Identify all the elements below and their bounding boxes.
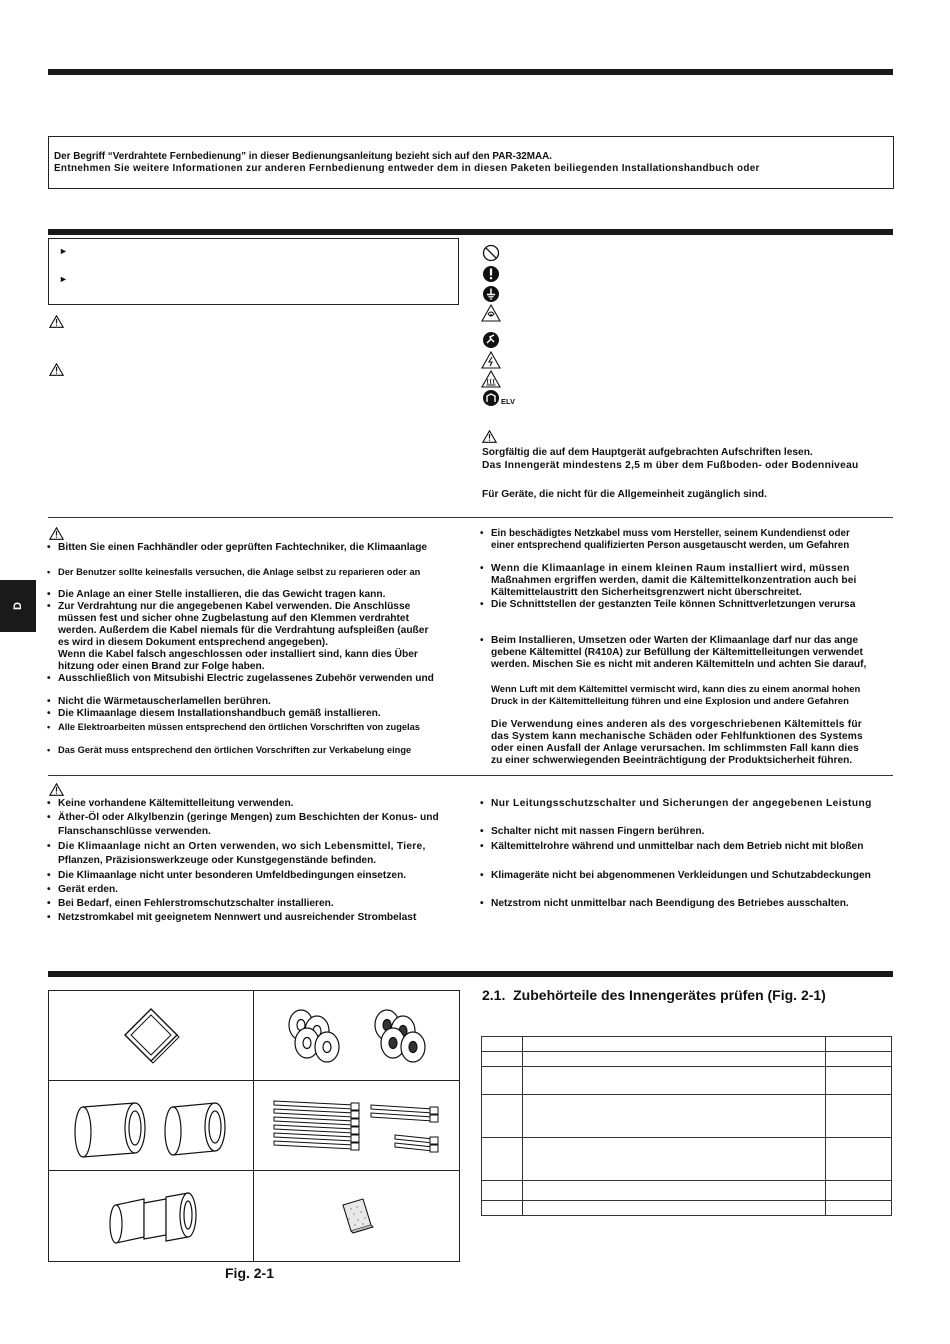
warning-item: • Bitten Sie einen Fachhändler oder geprüften Fachtechniker, die Klimaanlage [47,542,428,553]
caution-item-cont: Pflanzen, Präzisionswerkzeuge oder Kunstgegenstände befinden. [58,855,377,866]
pipe-cover-drawing [69,1095,244,1161]
table-cell [482,1052,523,1067]
elv-label: ELV [501,397,516,406]
accessory-figure [48,990,460,1262]
table-cell [826,1201,892,1216]
section-1-heading-rule [48,69,893,75]
warning-item-cont: Wenn die Kabel falsch angeschlossen oder installiert sind, kann dies Über [58,649,418,660]
warning-item-cont: werden. Außerdem die Kabel niemals für die Verdrahtung aufspleißen (außer [58,625,429,636]
caution-item: • Gerät erden. [47,884,119,895]
warning-triangle-icon [49,315,64,328]
warning-item: • Nicht die Wärmetauscherlamellen berühren. [47,696,271,707]
caution-section-triangle-icon [49,783,64,796]
warning-section-separator [48,517,893,518]
warning-item: • Die Klimaanlage diesem Installationshandbuch gemäß installieren. [47,708,381,719]
intro-line-2: Entnehmen Sie weitere Informationen zur anderen Fernbedienung entweder dem in diesen Paketen beiliegenden Installationshandbuch oder [54,163,760,174]
ground-icon [482,285,500,303]
right-top-line-1: Sorgfältig die auf dem Hauptgerät aufgebrachten Aufschriften lesen. [482,447,813,458]
caution-item: • Netzstromkabel mit geeignetem Nennwert und ausreichender Strombelast [47,912,417,923]
table-cell [482,1037,523,1052]
table-cell [482,1138,523,1181]
table-row [482,1201,892,1216]
table-cell [482,1067,523,1095]
side-tab [0,580,36,632]
table-cell [523,1201,826,1216]
caution-item-cont: Flanschanschlüsse verwenden. [58,826,211,837]
right-top-line-2: Das Innengerät mindestens 2,5 m über dem Fußboden- oder Bodenniveau [482,460,859,471]
side-tab-label: D [11,602,24,610]
warning-item: • Der Benutzer sollte keinesfalls versuchen, die Anlage selbst zu reparieren oder an [47,567,421,577]
table-row [482,1138,892,1181]
warning-note: oder einen Ausfall der Anlage verursachen. Im schlimmsten Fall kann dies [491,743,859,754]
warning-item: • Ausschließlich von Mitsubishi Electric zugelassenes Zubehör verwenden und [47,673,434,684]
warning-note: das System kann mechanische Schäden oder Fehlfunktionen des Systems [491,731,863,742]
warning-item-cont: es wird in diesem Dokument entsprechend angegeben). [58,637,329,648]
right-top-line-3: Für Geräte, die nicht für die Allgemeinheit zugänglich sind. [482,489,767,500]
hot-surface-warning-icon [481,370,501,388]
warning-item: • Die Schnittstellen der gestanzten Teile können Schnittverletzungen verursa [480,599,856,610]
table-cell [826,1052,892,1067]
table-row [482,1037,892,1052]
safety-notice-box [48,238,459,305]
table-row [482,1052,892,1067]
warning-item-cont: einer entsprechend qualifizierten Person ausgetauscht werden, um Gefahren [491,540,850,551]
warning-item-cont: müssen fest und sicher ohne Zugbelastung auf den Klemmen verdrahtet [58,613,409,624]
warning-item: • Ein beschädigtes Netzkabel muss vom Hersteller, seinem Kundendienst oder [480,528,850,539]
warning-item: • Das Gerät muss entsprechend den örtlichen Vorschriften zur Verkabelung einge [47,745,412,755]
table-cell [523,1067,826,1095]
warning-item-cont: werden. Mischen Sie es nicht mit anderen Kältemitteln und achten Sie darauf, [491,659,867,670]
intro-line-1: Der Begriff “Verdrahtete Fernbedienung” in dieser Bedienungsanleitung bezieht sich auf den PAR-32MAA. [54,151,553,162]
table-cell [523,1138,826,1181]
warning-note: Druck in der Kältemittelleitung führen und eine Explosion und andere Gefahren [491,696,849,707]
caution-triangle-icon [49,363,64,376]
notice-arrow-2: ► [59,274,68,284]
warning-note: Die Verwendung eines anderen als des vorgeschriebenen Kältemittels für [491,719,862,730]
table-cell [482,1095,523,1138]
warning-item-cont: Maßnahmen ergriffen werden, damit die Kältemittelkonzentration auch bei [491,575,857,586]
caution-item: • Bei Bedarf, einen Fehlerstromschutzschalter installieren. [47,898,334,909]
table-cell [826,1067,892,1095]
table-cell [826,1138,892,1181]
table-row [482,1095,892,1138]
table-cell [826,1037,892,1052]
warning-item: • Die Anlage an einer Stelle installieren, die das Gewicht tragen kann. [47,589,386,600]
electric-shock-warning-icon [481,351,501,369]
table-cell [523,1181,826,1201]
warning-item-cont: gebene Kältemittel (R410A) zur Befüllung der Kältemittelleitungen verwendet [491,647,863,658]
warning-item-cont: hitzung oder einen Brand zur Folge haben. [58,661,265,672]
section-2-1-heading: 2.1. Zubehörteile des Innengerätes prüfen (Fig. 2-1) [482,987,826,1003]
warning-item: • Beim Installieren, Umsetzen oder Warten der Klimaanlage darf nur das ange [480,635,859,646]
warning-item: • Alle Elektroarbeiten müssen entsprechend den örtlichen Vorschriften von zugelas [47,722,420,732]
warning-note: zu einer schwerwiegenden Beeinträchtigung der Produktsicherheit führen. [491,755,853,766]
filter-sponge-drawing [339,1197,375,1235]
warning-item: • Wenn die Klimaanlage in einem kleinen Raum installiert wird, müssen [480,563,850,574]
accessory-table [481,1036,892,1216]
table-cell [523,1095,826,1138]
caution-section-separator [48,775,893,776]
caution-item: • Kältemittelrohre während und unmittelbar nach dem Betrieb nicht mit bloßen [480,841,864,852]
notice-arrow-1: ► [59,246,68,256]
table-cell [523,1037,826,1052]
mandatory-instruction-icon [482,265,500,283]
insulation-pad-drawing [119,1005,183,1065]
caution-item: • Schalter nicht mit nassen Fingern berühren. [480,826,705,837]
figure-caption: Fig. 2-1 [225,1265,275,1281]
table-row [482,1067,892,1095]
table-cell [826,1181,892,1201]
caution-item: • Netzstrom nicht unmittelbar nach Beendigung des Betriebes ausschalten. [480,898,849,909]
disconnect-power-icon [482,331,500,349]
drain-socket-drawing [104,1191,204,1245]
caution-item: • Nur Leitungsschutzschalter und Sicherungen der angegebenen Leistung [480,798,872,809]
caution-triangle-right-icon [482,430,497,443]
intro-box [48,136,894,189]
section-2-heading-rule [48,971,893,977]
caution-item: • Keine vorhandene Kältemittelleitung verwenden. [47,798,294,809]
warning-section-triangle-icon [49,527,64,540]
warning-note: Wenn Luft mit dem Kältemittel vermischt wird, kann dies zu einem anormal hohen [491,684,861,695]
elv-icon [482,389,500,407]
cable-tie-drawing [269,1095,449,1161]
prohibited-icon [482,244,500,262]
table-cell [482,1201,523,1216]
table-cell [523,1052,826,1067]
caution-item: • Die Klimaanlage nicht unter besonderen Umfeldbedingungen einsetzen. [47,870,407,881]
caution-item: • Die Klimaanlage nicht an Orten verwenden, wo sich Lebensmittel, Tiere, [47,841,426,852]
table-cell [482,1181,523,1201]
warning-item: • Zur Verdrahtung nur die angegebenen Kabel verwenden. Die Anschlüsse [47,601,411,612]
warning-item-cont: Kältemittelaustritt den Sicherheitsgrenzwert nicht überschreitet. [491,587,802,598]
table-cell [826,1095,892,1138]
rotating-fan-warning-icon [481,304,501,322]
washer-set-drawing [279,1001,439,1073]
caution-item: • Klimageräte nicht bei abgenommenen Verkleidungen und Schutzabdeckungen [480,870,871,881]
caution-item: • Äther-Öl oder Alkylbenzin (geringe Mengen) zum Beschichten der Konus- und [47,812,439,823]
table-row [482,1181,892,1201]
safety-heading-rule [48,229,893,235]
